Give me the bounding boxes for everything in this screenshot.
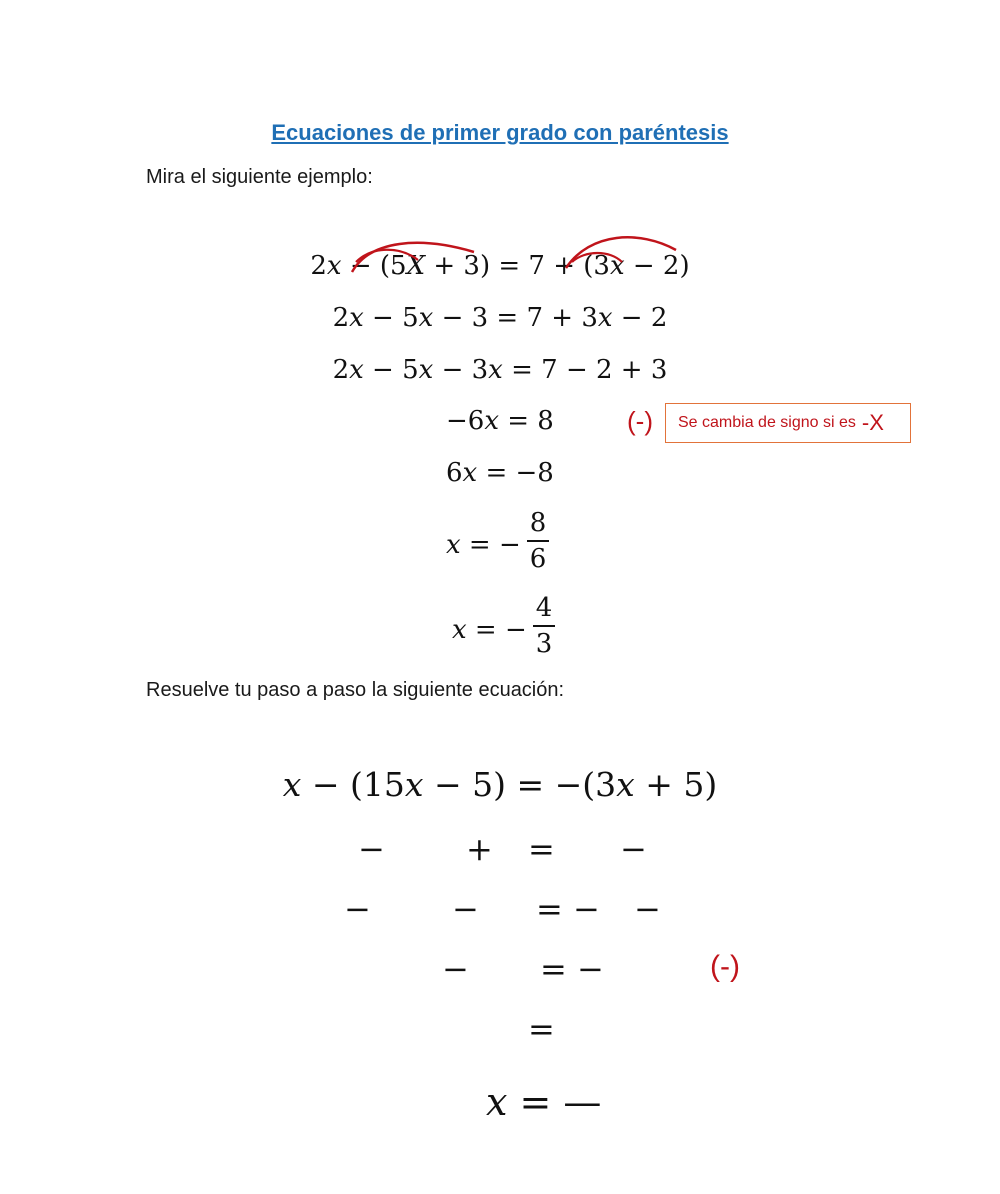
example-line-5: 6𝑥 = −8 xyxy=(446,458,554,488)
step4-equals: = xyxy=(528,1010,555,1048)
final-answer: 𝑥 = — xyxy=(486,1080,602,1124)
example-line-4: −6𝑥 = 8 xyxy=(446,406,554,436)
step2-sign-a: − xyxy=(344,890,371,928)
step1-equals: = xyxy=(528,830,555,868)
arc-right-outer xyxy=(566,237,676,268)
step2-sign-d: − xyxy=(634,890,661,928)
exercise-equation: 𝑥 − (15𝑥 − 5) = −(3𝑥 + 5) xyxy=(282,765,718,804)
distribution-arcs-drawing xyxy=(0,0,1000,300)
example-line-6-prefix: 𝑥 = − xyxy=(446,530,521,560)
step2-equals: = − xyxy=(536,890,600,928)
example-line-3: 2𝑥 − 5𝑥 − 3𝑥 = 7 − 2 + 3 xyxy=(332,355,668,385)
step2-sign-b: − xyxy=(452,890,479,928)
step3-sign-change-marker: (-) xyxy=(710,950,740,983)
fraction-denominator: 6 xyxy=(529,544,547,574)
arc-left-inner xyxy=(356,250,418,262)
step1-sign-a: − xyxy=(358,830,385,868)
fraction-numerator: 4 xyxy=(535,593,553,623)
page-title: Ecuaciones de primer grado con paréntesis xyxy=(271,120,729,145)
step3-equals: = − xyxy=(540,950,604,988)
example-line-2: 2𝑥 − 5𝑥 − 3 = 7 + 3𝑥 − 2 xyxy=(332,303,668,333)
example-line-1: 2𝑥 − (5𝑋 + 3) = 7 + (3𝑥 − 2) xyxy=(310,251,690,281)
fraction-bar xyxy=(527,540,549,542)
exercise-prompt: Resuelve tu paso a paso la siguiente ecuación: xyxy=(146,679,565,701)
step1-sign-d: − xyxy=(620,830,647,868)
fraction-denominator: 3 xyxy=(535,629,553,659)
intro-text: Mira el siguiente ejemplo: xyxy=(146,166,373,188)
example-fraction-8-6 xyxy=(525,508,551,574)
sign-change-note xyxy=(665,403,911,443)
step1-sign-b: + xyxy=(466,830,493,868)
example-fraction-4-3 xyxy=(531,593,557,659)
note-variable: -X xyxy=(861,410,884,435)
fraction-numerator: 8 xyxy=(529,508,547,538)
step3-sign-a: − xyxy=(442,950,469,988)
fraction-bar xyxy=(533,625,555,627)
sign-change-marker: (-) xyxy=(627,406,653,436)
note-text: Se cambia de signo si es xyxy=(678,414,856,431)
example-line-7-prefix: 𝑥 = − xyxy=(452,615,527,645)
